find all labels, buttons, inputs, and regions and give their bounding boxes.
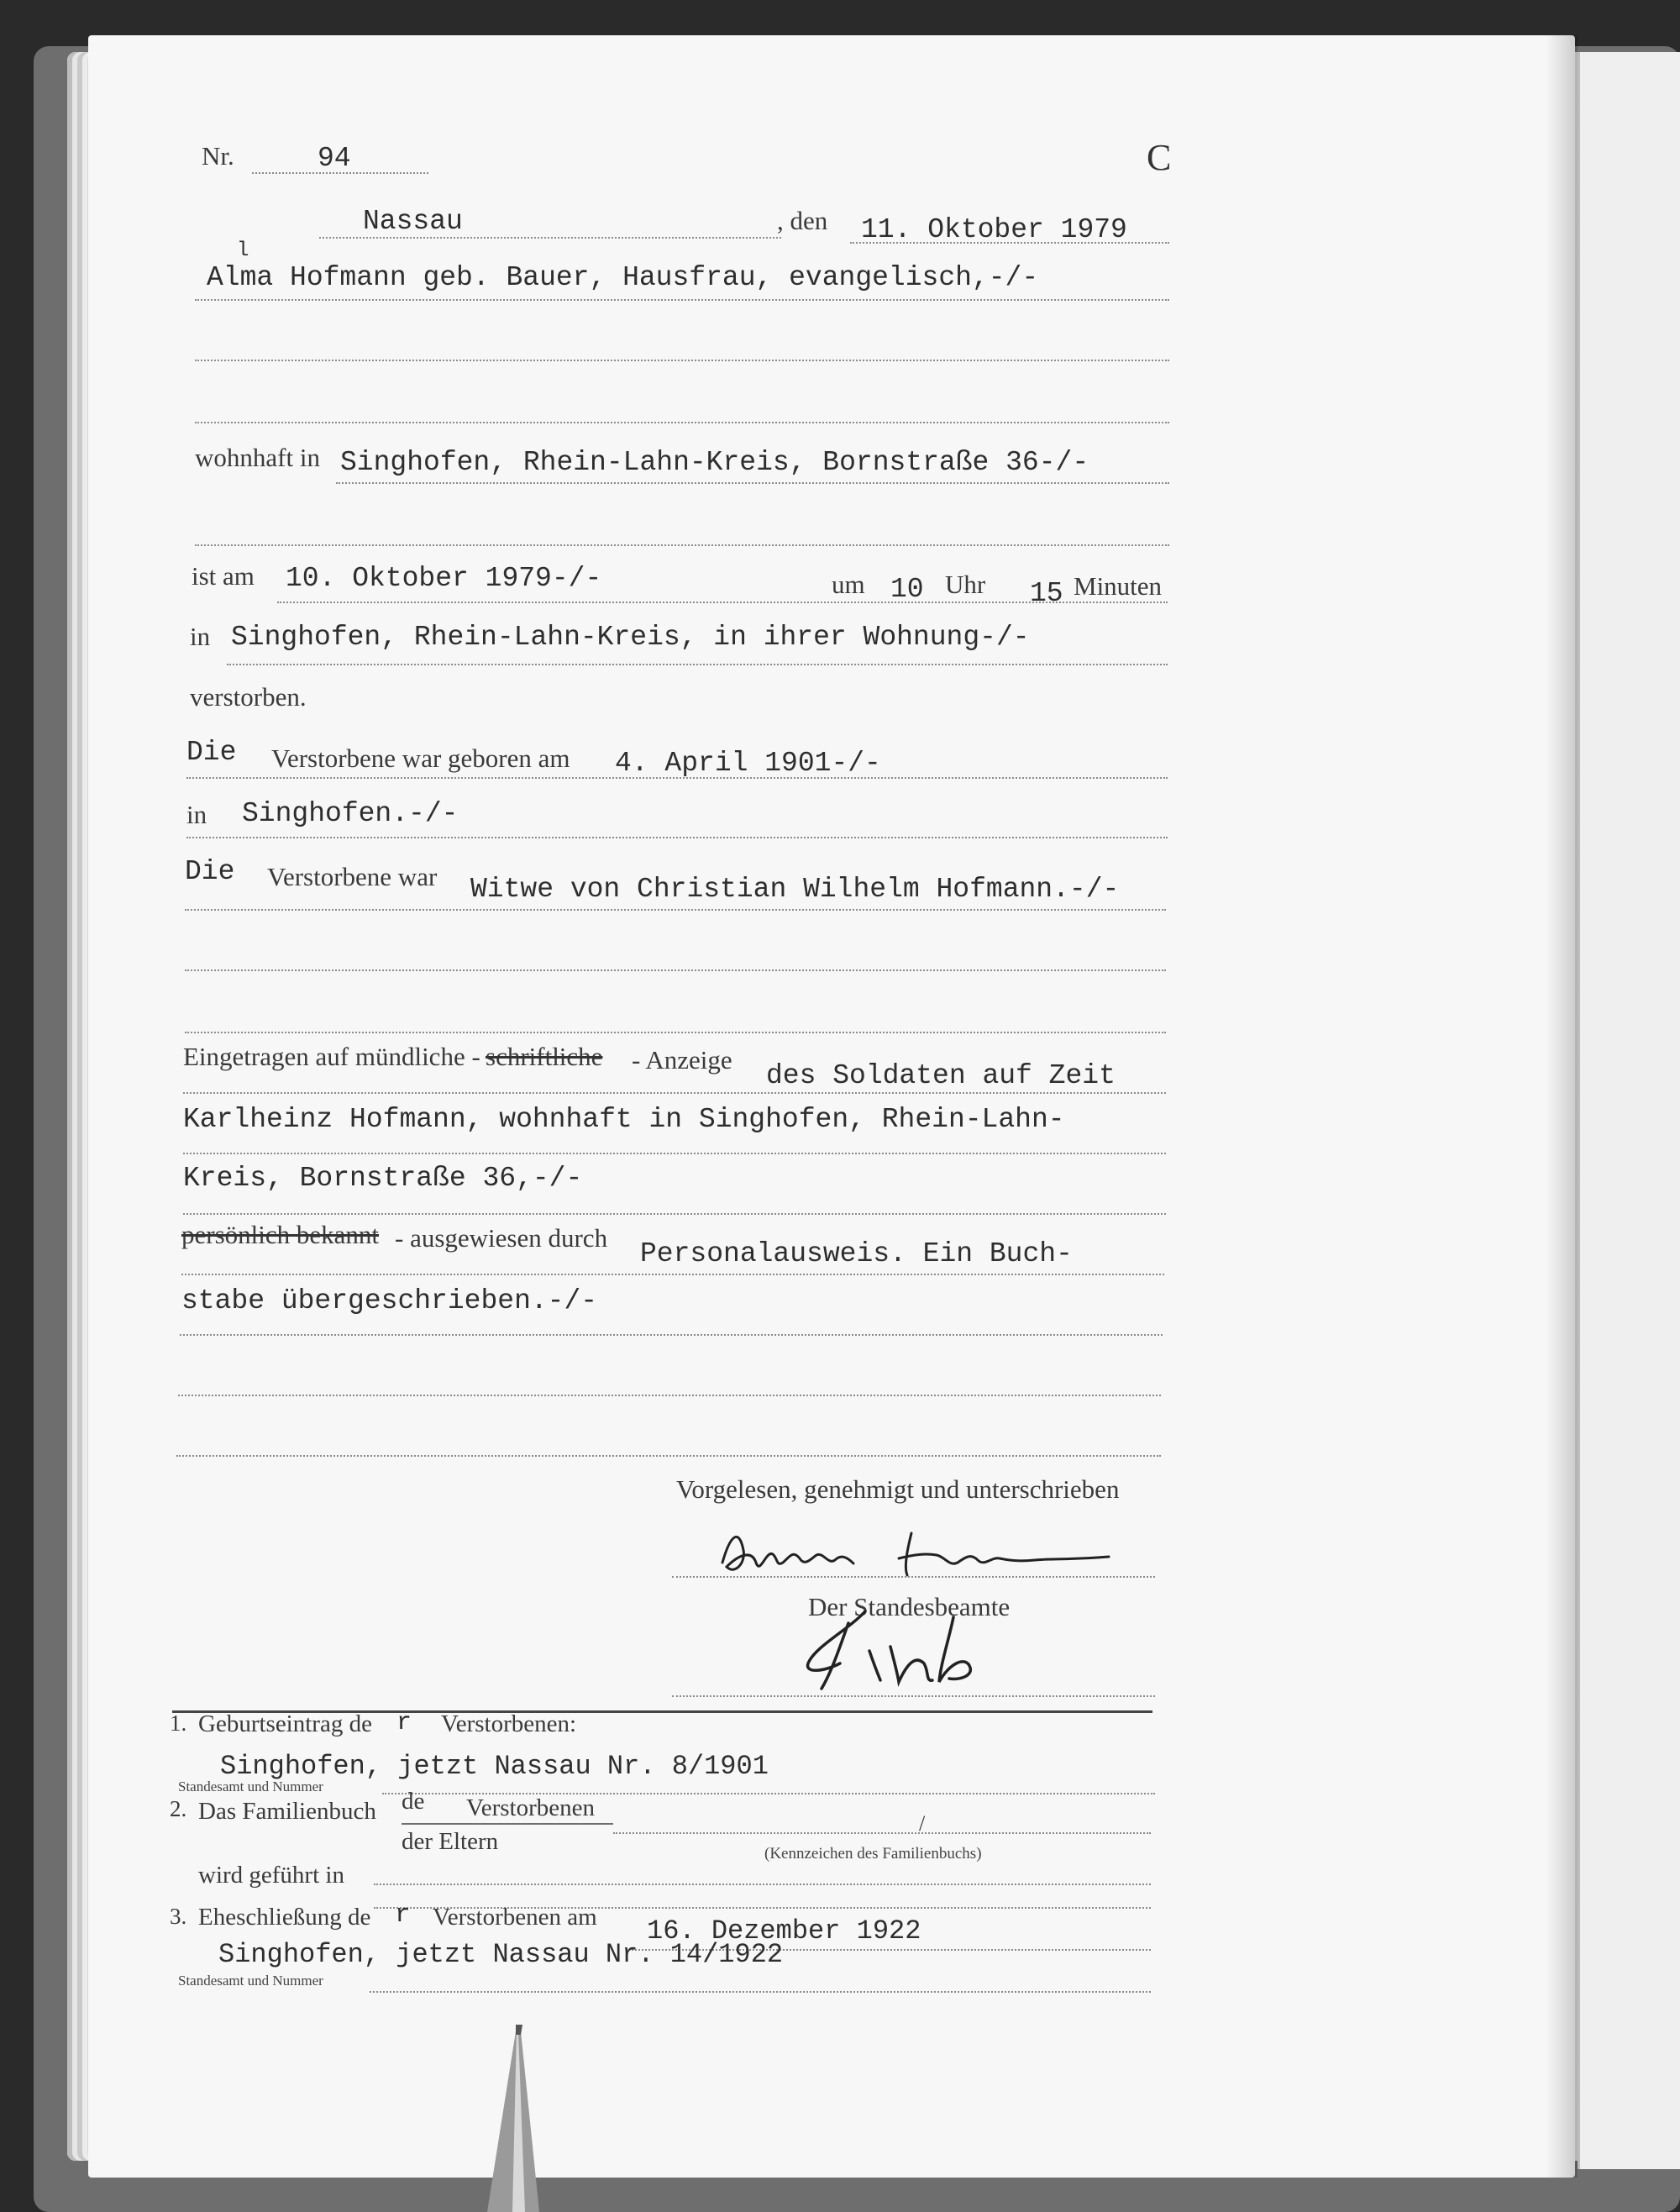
nr-line	[252, 172, 428, 174]
death-date-line	[277, 602, 1168, 603]
item2-verstorbenen: Verstorbenen	[466, 1794, 596, 1821]
death-date-label: ist am	[192, 561, 255, 591]
item3-num: 3.	[170, 1904, 187, 1929]
report-line2-rule	[183, 1153, 1166, 1154]
line-e	[185, 969, 1166, 971]
standesamt-label-2: Standesamt und Nummer	[178, 1973, 323, 1989]
place-value: Nassau	[363, 206, 463, 237]
minuten-label: Minuten	[1074, 571, 1163, 601]
death-minutes: 15	[1030, 578, 1063, 609]
item2-de: de	[402, 1788, 425, 1815]
item1-mark: r	[396, 1709, 412, 1737]
marital-die: Die	[185, 856, 235, 887]
line-h	[176, 1455, 1161, 1457]
signature-informant	[706, 1516, 1126, 1592]
report-line3-rule	[183, 1213, 1166, 1215]
item2-label: Das Familienbuch	[198, 1798, 376, 1825]
registrar-label: Der Standesbeamte	[808, 1592, 1011, 1621]
item3-value: Singhofen, jetzt Nassau Nr. 14/1922	[218, 1939, 784, 1970]
date-line	[850, 242, 1169, 244]
verstorben-label: verstorben.	[190, 682, 307, 712]
next-page	[1578, 52, 1680, 2169]
report-label-struck: schriftliche	[486, 1042, 603, 1071]
um-label: um	[832, 570, 865, 599]
corner-letter: C	[1147, 137, 1172, 178]
item2-num: 2.	[170, 1796, 187, 1821]
signature-registrar	[790, 1605, 1008, 1697]
record-date: 11. Oktober 1979	[861, 214, 1127, 245]
item1-value: Singhofen, jetzt Nassau Nr. 8/1901	[220, 1751, 769, 1782]
line-f	[185, 1032, 1166, 1033]
birth-die: Die	[186, 737, 237, 768]
residence-label: wohnhaft in	[195, 443, 320, 472]
birth-place: Singhofen.-/-	[242, 798, 459, 829]
line-g	[178, 1395, 1161, 1396]
report-line1-rule	[183, 1092, 1166, 1094]
place-line	[319, 237, 781, 239]
item3-label-a: Eheschließung de	[198, 1904, 371, 1931]
line-b	[195, 360, 1169, 361]
marital-line	[185, 909, 1166, 911]
date-prefix: , den	[777, 206, 828, 235]
death-hour: 10	[890, 574, 924, 605]
id-label: - ausgewiesen durch	[395, 1223, 608, 1253]
marital-label: Verstorbene war	[267, 862, 438, 891]
marital-value: Witwe von Christian Wilhelm Hofmann.-/-	[470, 874, 1120, 905]
report-line2: Karlheinz Hofmann, wohnhaft in Singhofen, Rhein-Lahn-	[183, 1104, 1065, 1135]
item2-slash: /	[919, 1811, 926, 1836]
id-value: Personalausweis. Ein Buch-	[640, 1238, 1073, 1269]
residence-value: Singhofen, Rhein-Lahn-Kreis, Bornstraße 36-/-	[340, 447, 1089, 478]
birth-label: Verstorbene war geboren am	[271, 743, 570, 773]
item2-gefuehrt: wird geführt in	[198, 1862, 344, 1889]
read-approved-label: Vorgelesen, genehmigt und unterschrieben	[676, 1474, 1120, 1504]
signature-line-1	[672, 1576, 1155, 1578]
residence-line	[336, 482, 1169, 484]
uhr-label: Uhr	[945, 570, 986, 599]
death-place: Singhofen, Rhein-Lahn-Kreis, in ihrer Wohnung-/-	[231, 622, 1030, 653]
nr-label: Nr.	[202, 141, 234, 171]
report-line3: Kreis, Bornstraße 36,-/-	[183, 1163, 583, 1194]
nr-value: 94	[318, 143, 351, 174]
item3-label-b: Verstorbenen am	[433, 1904, 597, 1931]
item3-date: 16. Dezember 1922	[647, 1915, 921, 1947]
report-line1: des Soldaten auf Zeit	[766, 1060, 1116, 1091]
item1-num: 1.	[170, 1710, 187, 1736]
item1-label-b: Verstorbenen:	[441, 1710, 577, 1737]
item3-line	[370, 1991, 1151, 1993]
item2-kennzeichen: (Kennzeichen des Familienbuchs)	[764, 1845, 982, 1863]
death-date: 10. Oktober 1979-/-	[286, 563, 602, 594]
birth-in-label: in	[186, 800, 207, 829]
death-place-line	[227, 664, 1168, 665]
line-d	[195, 544, 1169, 546]
line-a	[195, 299, 1169, 301]
item2-line	[613, 1832, 1151, 1834]
standesamt-label-1: Standesamt und Nummer	[178, 1779, 323, 1794]
death-in-label: in	[190, 622, 211, 651]
item2-underline	[402, 1823, 613, 1825]
id-line	[181, 1274, 1164, 1275]
person-line: Alma Hofmann geb. Bauer, Hausfrau, evangelisch,-/-	[207, 262, 1039, 293]
item2-eltern: der Eltern	[402, 1828, 499, 1855]
report-label-a: Eingetragen auf mündliche -	[183, 1042, 480, 1071]
report-label-b: - Anzeige	[632, 1045, 732, 1074]
report-line5-rule	[180, 1334, 1163, 1336]
signature-line-2	[672, 1695, 1155, 1697]
pen-object	[479, 2025, 554, 2212]
item1-label-a: Geburtseintrag de	[198, 1710, 372, 1737]
item3-mark: r	[395, 1900, 411, 1930]
correction-mark: l	[237, 239, 249, 262]
birth-date-line	[186, 777, 1168, 779]
spine-shadow	[1546, 35, 1578, 2178]
report-line5: stabe übergeschrieben.-/-	[181, 1285, 598, 1316]
birth-place-line	[186, 837, 1168, 838]
line-c	[195, 422, 1169, 423]
birth-date: 4. April 1901-/-	[615, 748, 881, 779]
item2-gefuehrt-line	[374, 1884, 1151, 1885]
known-struck: persönlich bekannt	[181, 1220, 380, 1249]
